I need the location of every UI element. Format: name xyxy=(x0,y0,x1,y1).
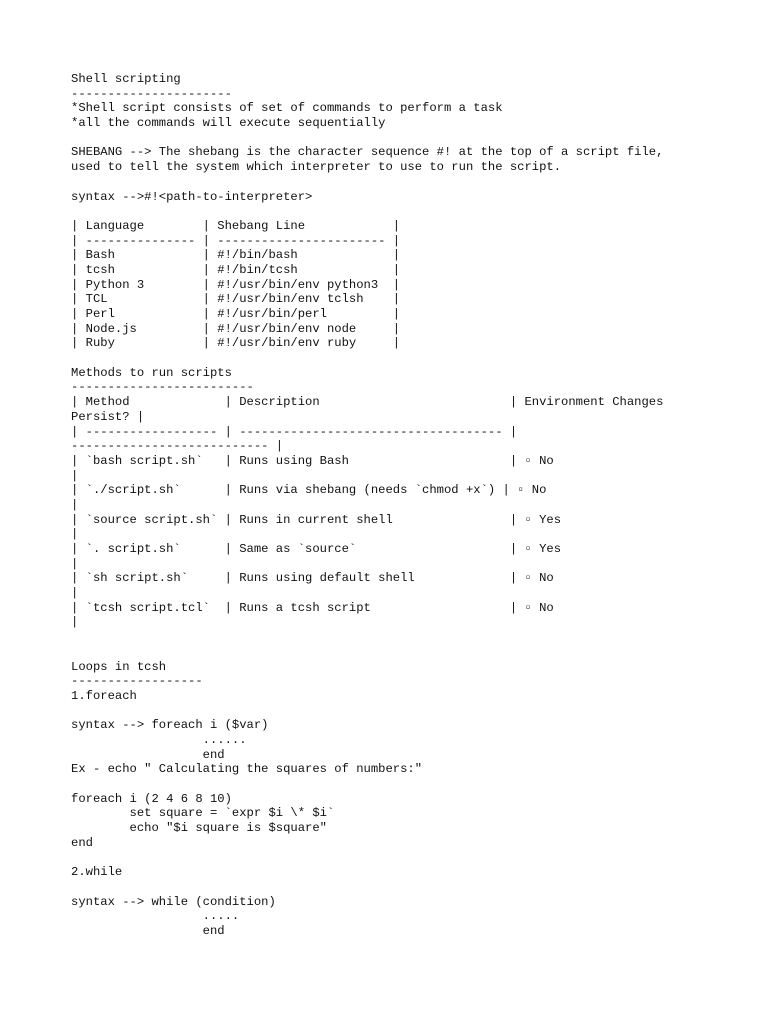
code-line: syntax --> foreach i ($var) xyxy=(71,718,269,733)
section-title-shell-scripting: Shell scripting xyxy=(71,72,181,86)
shebang-table-row: | TCL | #!/usr/bin/env tclsh | xyxy=(71,292,401,307)
methods-table-row: | `. script.sh` | Same as `source` | ▫ Yes xyxy=(71,542,562,556)
blank-line xyxy=(71,645,751,660)
shebang-description: SHEBANG --> The shebang is the character sequence #! at the top of a script file, xyxy=(71,145,664,160)
shebang-description: used to tell the system which interpreter to use to run the script. xyxy=(71,160,562,175)
code-line: Ex - echo " Calculating the squares of numbers:" xyxy=(71,762,423,777)
blank-line xyxy=(71,175,751,190)
blank-line xyxy=(71,351,751,366)
bullet-line: *all the commands will execute sequentially xyxy=(71,116,386,131)
shebang-table-row: | Node.js | #!/usr/bin/env node | xyxy=(71,321,401,336)
blank-line xyxy=(71,630,751,645)
methods-table-row: | `./script.sh` | Runs via shebang (needs `chmod +x`) | ▫ No xyxy=(71,483,547,498)
shebang-syntax: syntax -->#!<path-to-interpreter> xyxy=(71,189,313,204)
underline: ------------------ xyxy=(71,674,203,689)
blank-line xyxy=(71,704,751,719)
code-line: foreach i (2 4 6 8 10) xyxy=(71,791,232,806)
bullet-line: *Shell script consists of set of commands to perform a task xyxy=(71,101,503,116)
blank-line xyxy=(71,880,751,895)
shebang-table-row: | Bash | #!/bin/bash | xyxy=(71,248,401,263)
underline: ------------------------- xyxy=(71,380,254,395)
shebang-table-row: | Perl | #!/usr/bin/perl | xyxy=(71,307,401,321)
code-line: end xyxy=(71,747,225,762)
code-line: syntax --> while (condition) xyxy=(71,894,276,909)
code-line: end xyxy=(71,835,93,850)
shebang-table-separator: | --------------- | ----------------------- | xyxy=(71,233,401,248)
methods-table-row: | `source script.sh` | Runs in current shell | ▫ Yes xyxy=(71,512,562,527)
methods-table-row-wrap: | xyxy=(71,615,79,630)
subsection-foreach: 1.foreach xyxy=(71,688,137,703)
methods-table-row: | `bash script.sh` | Runs using Bash | ▫ No xyxy=(71,453,554,468)
section-title-loops: Loops in tcsh xyxy=(71,659,167,674)
shebang-table-row: | tcsh | #!/bin/tcsh | xyxy=(71,262,401,277)
blank-line xyxy=(71,131,751,146)
code-line: echo "$i square is $square" xyxy=(71,821,327,836)
code-line: ..... xyxy=(71,909,240,924)
methods-table-row-wrap: | xyxy=(71,527,79,542)
code-line: ...... xyxy=(71,732,247,747)
shebang-table-header: | Language | Shebang Line | xyxy=(71,218,401,233)
document-body xyxy=(71,72,751,939)
methods-table-row-wrap: | xyxy=(71,586,79,601)
methods-table-row: | `sh script.sh` | Runs using default shell | ▫ No xyxy=(71,571,554,586)
methods-table-row-wrap: | xyxy=(71,497,79,512)
blank-line xyxy=(71,204,751,219)
methods-table-row-wrap: | xyxy=(71,468,79,483)
subsection-while: 2.while xyxy=(71,865,123,880)
methods-table-header-wrap: Persist? | xyxy=(71,409,145,424)
code-line: set square = `expr $i \* $i` xyxy=(71,806,335,821)
shebang-table-row: | Python 3 | #!/usr/bin/env python3 | xyxy=(71,277,401,292)
underline: ---------------------- xyxy=(71,86,232,101)
shebang-table-row: | Ruby | #!/usr/bin/env ruby | xyxy=(71,336,401,351)
methods-table-row: | `tcsh script.tcl` | Runs a tcsh script | ▫ No xyxy=(71,600,554,615)
blank-line xyxy=(71,777,751,792)
methods-table-separator-wrap: --------------------------- | xyxy=(71,439,284,454)
blank-line xyxy=(71,850,751,865)
methods-table-separator: | ------------------ | ------------------------------------ | xyxy=(71,424,518,439)
section-title-methods: Methods to run scripts xyxy=(71,365,232,380)
methods-table-header: | Method | Description | Environment Changes xyxy=(71,395,664,410)
code-line: end xyxy=(71,923,225,938)
methods-table-row-wrap: | xyxy=(71,556,79,571)
